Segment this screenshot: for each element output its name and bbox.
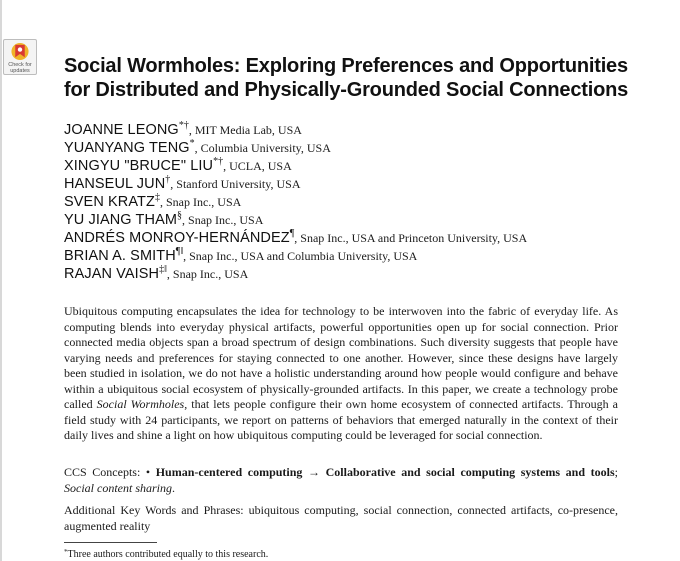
author-footnote-marks: ‡: [154, 192, 160, 203]
author-footnote-marks: ¶‖: [175, 246, 184, 257]
author-name: XINGYU "BRUCE" LIU: [64, 158, 214, 174]
author-affiliation: , Snap Inc., USA and Princeton University, USA: [294, 231, 528, 245]
author-footnote-marks: ‡‖: [159, 264, 167, 275]
additional-keywords: Additional Key Words and Phrases: ubiquitous computing, social connection, connected artifacts, co-presence, augmented reality: [64, 503, 618, 533]
abstract-text-2: , that lets people configure their own home ecosystem of connected artifacts. Through a field study with 24 participants, we report on patterns of behaviors that emerged naturally in the context of their daily lives and shine a light on how ubiquitous computing could be leveraged for social connection.: [64, 397, 618, 442]
author-footnote-marks: *: [189, 138, 195, 149]
abstract-text-1: Ubiquitous computing encapsulates the idea for technology to be interwoven into the fabric of everyday life. As computing blends into everyday physical artifacts, powerful opportunities open up for social connection. Prior connected media objects span a broad spectrum of design combinations. Such diversity suggests that people have varying needs and preferences for staying connected to one another. However, since these designs have largely been studied in isolation, we do not have a holistic understanding around how people would configure and behave within a ubiquitous social ecosystem of physically-grounded artifacts. In this paper, we create a technology probe called: [64, 304, 618, 411]
author-footnote-marks: §: [177, 210, 183, 221]
page-left-edge: [0, 0, 2, 561]
author-name: ANDRÉS MONROY-HERNÁNDEZ: [64, 230, 290, 246]
author-footnote-marks: †: [165, 174, 171, 185]
ccs-concepts: [64, 465, 618, 496]
author-entry: [64, 117, 664, 138]
author-entry: [64, 171, 664, 192]
footnote-mark: *: [64, 548, 68, 556]
footnote: [64, 546, 268, 561]
paper-title-line-1: Social Wormholes: Exploring Preferences and Opportunities: [64, 55, 628, 77]
author-name: HANSEUL JUN: [64, 176, 166, 192]
author-entry: [64, 261, 664, 282]
author-entry: [64, 135, 664, 156]
author-name: JOANNE LEONG: [64, 122, 179, 138]
author-affiliation: , MIT Media Lab, USA: [188, 123, 302, 137]
author-name: YU JIANG THAM: [64, 212, 178, 228]
ccs-end: .: [172, 480, 175, 495]
badge-label: Check for updates: [8, 62, 32, 74]
author-footnote-marks: ¶: [289, 228, 295, 239]
author-affiliation: , UCLA, USA: [223, 159, 292, 173]
abstract-emphasis: Social Wormholes: [96, 397, 185, 411]
author-footnote-marks: *†: [178, 120, 189, 131]
ccs-label: CCS Concepts: •: [64, 465, 156, 479]
author-entry: [64, 243, 664, 264]
author-entry: [64, 225, 664, 246]
ccs-concept-secondary: Social content sharing: [64, 480, 172, 495]
ccs-separator: ;: [614, 465, 618, 479]
paper-title: [64, 54, 664, 102]
author-affiliation: , Columbia University, USA: [194, 141, 331, 155]
author-entry: [64, 153, 664, 174]
author-affiliation: , Snap Inc., USA and Columbia University, USA: [183, 249, 418, 263]
footnote-text: Three authors contributed equally to this research.: [67, 549, 269, 560]
abstract-paragraph: [64, 304, 618, 444]
author-affiliation: , Snap Inc., USA: [182, 213, 264, 227]
footnote-divider: [64, 542, 157, 543]
author-affiliation: , Snap Inc., USA: [166, 267, 249, 281]
author-footnote-marks: *†: [213, 156, 224, 167]
crossmark-bookmark-icon: [10, 42, 30, 61]
author-affiliation: , Snap Inc., USA: [159, 195, 242, 209]
author-name: YUANYANG TENG: [64, 140, 190, 156]
ccs-concept-primary: Human-centered computing → Collaborative and social computing systems and tools: [155, 465, 615, 479]
author-affiliation: , Stanford University, USA: [170, 177, 301, 191]
author-name: SVEN KRATZ: [64, 194, 155, 210]
author-entry: [64, 189, 664, 210]
check-for-updates-badge[interactable]: [3, 39, 37, 75]
author-name: BRIAN A. SMITH: [64, 248, 176, 264]
author-entry: [64, 207, 664, 228]
author-name: RAJAN VAISH: [64, 266, 160, 282]
paper-title-line-2: for Distributed and Physically-Grounded Social Connections: [64, 79, 629, 101]
author-list: [64, 117, 664, 282]
